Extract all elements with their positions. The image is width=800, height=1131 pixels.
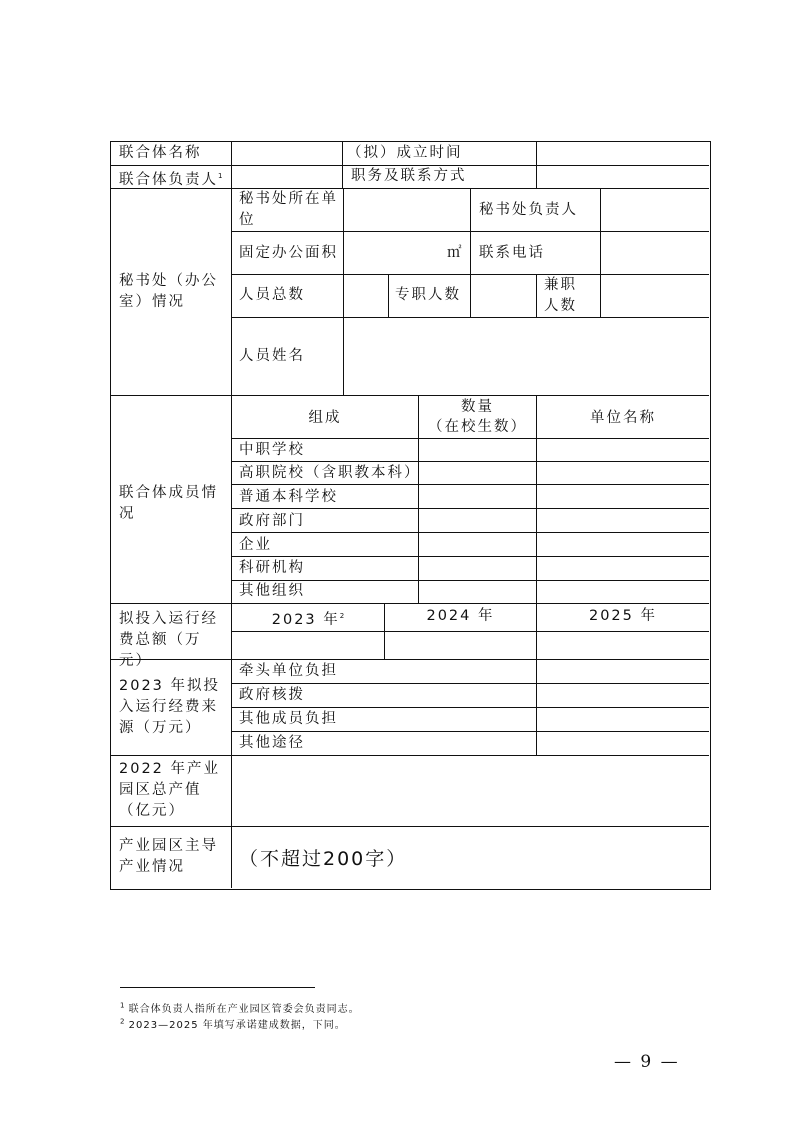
union-leader-label: 联合体负责人$^1$	[119, 171, 223, 188]
source-row-label: 政府核拨	[239, 687, 305, 703]
composition-header: 组成	[308, 410, 342, 426]
row-divider	[231, 631, 709, 632]
unit-name-header: 单位名称	[590, 410, 656, 426]
secretariat-section-label: 秘书处（办公室）情况	[119, 273, 218, 310]
column-divider	[536, 659, 537, 755]
column-divider	[600, 274, 601, 317]
row-divider	[111, 395, 709, 396]
secretariat-location-label: 秘书处所在单位	[239, 191, 338, 228]
union-name-label: 联合体名称	[119, 145, 202, 161]
row-divider	[231, 683, 709, 684]
year-2025-header: 2025 年	[588, 608, 657, 624]
row-divider	[231, 484, 709, 485]
total-staff-label: 人员总数	[239, 287, 305, 303]
member-row-label: 普通本科学校	[239, 489, 338, 505]
column-divider	[536, 274, 537, 317]
staff-names-label: 人员姓名	[239, 348, 305, 364]
source-row-label: 其他途径	[239, 735, 305, 751]
funding-total-label: 拟投入运行经费总额（万元）	[119, 611, 218, 669]
member-row-label: 政府部门	[239, 513, 305, 529]
quantity-subheader: （在校生数）	[428, 419, 527, 435]
year-2023-header: 2023 年$^2$	[271, 611, 345, 628]
row-divider	[111, 603, 709, 604]
footnote-ref-1: 1	[218, 172, 223, 180]
row-divider	[231, 317, 709, 318]
footnote-ref-2: 2	[339, 612, 345, 620]
row-divider	[231, 556, 709, 557]
column-divider	[600, 188, 601, 274]
column-divider	[536, 142, 537, 188]
footnote: $^1$ 联合体负责人指所在产业园区管委会负责同志。	[120, 1001, 360, 1015]
column-divider	[231, 142, 232, 888]
position-contact-label: 职务及联系方式	[351, 168, 467, 184]
member-row-label: 企业	[239, 537, 272, 553]
secretariat-head-label: 秘书处负责人	[479, 202, 578, 218]
row-divider	[231, 707, 709, 708]
member-row-label: 其他组织	[239, 583, 305, 599]
phone-label: 联系电话	[479, 245, 545, 261]
row-divider	[231, 508, 709, 509]
member-row-label: 高职院校（含职教本科）	[239, 465, 421, 481]
member-row-label: 科研机构	[239, 560, 305, 576]
column-divider	[342, 142, 343, 188]
member-row-label: 中职学校	[239, 442, 305, 458]
footnote: $^2$ 2023—2025 年填写承诺建成数据，下同。	[120, 1017, 346, 1031]
year-2024-header: 2024 年	[426, 608, 495, 624]
row-divider	[111, 755, 709, 756]
members-section-label: 联合体成员情况	[119, 485, 218, 522]
page-number: — 9 —	[614, 1052, 680, 1072]
parttime-staff-label: 兼职人数	[544, 277, 577, 314]
row-divider	[231, 438, 709, 439]
row-divider	[231, 731, 709, 732]
industry-label: 产业园区主导产业情况	[119, 838, 218, 875]
fulltime-staff-label: 专职人数	[395, 287, 461, 303]
column-divider	[470, 188, 471, 274]
row-divider	[111, 826, 709, 827]
application-form-table	[110, 141, 711, 890]
column-divider	[388, 274, 389, 317]
area-unit: ㎡	[447, 245, 462, 261]
quantity-header: 数量	[461, 399, 494, 415]
office-area-label: 固定办公面积	[239, 245, 338, 261]
source-row-label: 其他成员负担	[239, 711, 338, 727]
column-divider	[470, 274, 471, 317]
source-row-label: 牵头单位负担	[239, 663, 338, 679]
footnote-separator	[120, 987, 315, 988]
output-value-label: 2022 年产业园区总产值（亿元）	[119, 761, 221, 819]
established-date-label: （拟）成立时间	[347, 145, 463, 161]
funding-source-label: 2023 年拟投入运行经费来源（万元）	[119, 678, 221, 736]
row-divider	[231, 532, 709, 533]
row-divider	[231, 461, 709, 462]
word-limit-hint: （不超过200字）	[239, 848, 408, 870]
